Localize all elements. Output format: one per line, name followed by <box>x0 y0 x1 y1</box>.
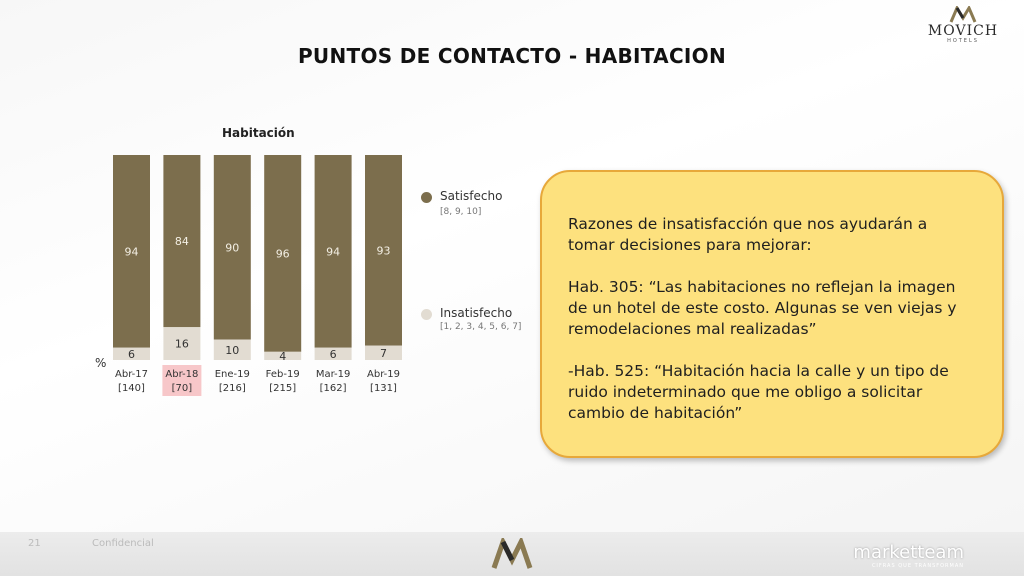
category-label-Abr-19: Abr-19 <box>367 369 400 380</box>
brand-sub: HOTELS <box>947 38 979 44</box>
insights-callout <box>540 170 1004 458</box>
base-label-Abr-19: [131] <box>370 383 397 394</box>
data-label-satisfecho-Abr-19: 93 <box>376 244 391 258</box>
data-label-insatisfecho-Feb-19: 4 <box>279 349 287 363</box>
data-label-satisfecho-Feb-19: 96 <box>275 247 290 261</box>
data-label-satisfecho-Abr-17: 94 <box>124 245 139 259</box>
page-number: 21 <box>28 538 41 549</box>
movich-monogram-icon <box>949 6 977 24</box>
page-title: PUNTOS DE CONTACTO - HABITACION <box>297 44 727 68</box>
footer-band <box>0 532 1024 576</box>
chart-title: Habitación <box>222 126 295 140</box>
legend-label-insatisfecho: Insatisfecho <box>440 306 513 320</box>
base-label-Abr-18: [70] <box>171 383 193 394</box>
legend-dot-satisfecho <box>421 192 432 203</box>
data-label-insatisfecho-Mar-19: 6 <box>329 347 337 361</box>
category-label-Abr-18: Abr-18 <box>165 369 199 380</box>
footer-monogram-icon <box>490 538 534 576</box>
unit-label: % <box>95 356 107 370</box>
data-label-insatisfecho-Abr-17: 6 <box>128 347 135 361</box>
legend-scale-satisfecho: [8, 9, 10] <box>440 207 482 217</box>
base-label-Mar-19: [162] <box>319 383 347 394</box>
legend-dot-insatisfecho <box>421 309 432 320</box>
data-label-satisfecho-Ene-19: 90 <box>225 241 240 255</box>
base-label-Ene-19: [216] <box>218 383 246 394</box>
base-label-Feb-19: [215] <box>269 383 297 394</box>
agency-tagline: CIFRAS QUE TRANSFORMAN <box>871 563 964 569</box>
callout-quote-305: Hab. 305: “Las habitaciones no reflejan la imagen de un hotel de este costo. Algunas se ven viejas y remodelaciones mal realizadas” <box>568 278 957 338</box>
agency-logo: marketteam <box>853 542 964 563</box>
callout-intro: Razones de insatisfacción que nos ayudarán a tomar decisiones para mejorar: <box>568 215 928 254</box>
category-label-Feb-19: Feb-19 <box>265 369 300 380</box>
legend-scale-insatisfecho: [1, 2, 3, 4, 5, 6, 7] <box>440 322 522 332</box>
movich-logo <box>918 6 1008 46</box>
brand-name: MOVICH <box>927 23 999 39</box>
data-label-satisfecho-Mar-19: 94 <box>326 245 341 259</box>
data-label-insatisfecho-Ene-19: 10 <box>225 343 240 357</box>
category-label-Mar-19: Mar-19 <box>315 369 351 380</box>
data-label-insatisfecho-Abr-18: 16 <box>174 337 189 351</box>
confidential-label: Confidencial <box>92 538 154 549</box>
category-label-Abr-17: Abr-17 <box>115 369 148 380</box>
legend-label-satisfecho: Satisfecho <box>440 189 503 203</box>
category-label-Ene-19: Ene-19 <box>214 369 250 380</box>
data-label-satisfecho-Abr-18: 84 <box>174 235 189 249</box>
data-label-insatisfecho-Abr-19: 7 <box>380 346 387 360</box>
base-label-Abr-17: [140] <box>118 383 145 394</box>
callout-quote-525: -Hab. 525: “Habitación hacia la calle y un tipo de ruido indeterminado que me obligo a solicitar cambio de habitación” <box>568 362 949 422</box>
